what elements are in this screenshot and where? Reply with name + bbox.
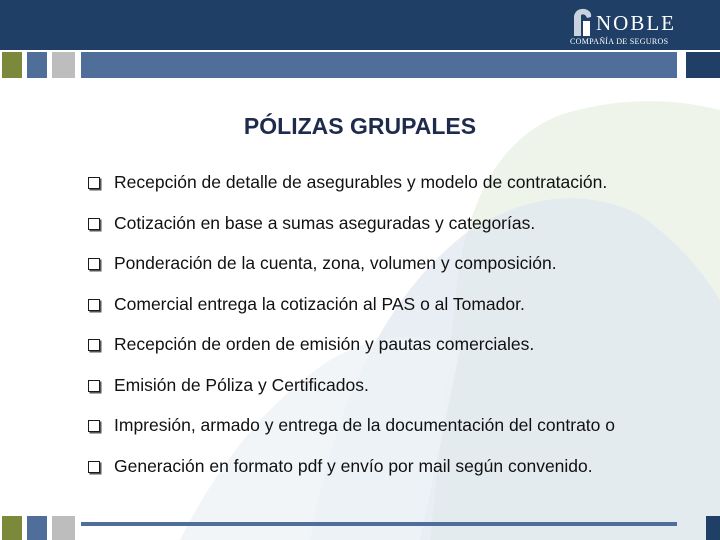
bullet-text: Emisión de Póliza y Certificados. <box>114 374 369 395</box>
bullet-text: Impresión, armado y entrega de la documentación del contrato o <box>114 415 615 435</box>
checkbox-square-icon <box>88 258 100 270</box>
checkbox-square-icon <box>88 299 100 311</box>
checkbox-square-icon <box>88 380 100 392</box>
checkbox-square-icon <box>88 339 100 351</box>
brand-subtitle: COMPAÑÍA DE SEGUROS <box>570 37 669 46</box>
bullet-text: Ponderación de la cuenta, zona, volumen y composición. <box>114 253 557 273</box>
bullet-text: Comercial entrega la cotización al PAS o al Tomador. <box>114 293 525 314</box>
checkbox-square-icon <box>88 420 100 432</box>
bullet-text: Recepción de orden de emisión y pautas comerciales. <box>114 334 535 354</box>
stripe-band <box>81 522 677 526</box>
bottom-color-stripe <box>0 516 720 540</box>
stripe-end-block <box>706 516 720 540</box>
bullet-text: Recepción de detalle de asegurables y modelo de contratación. <box>114 172 608 192</box>
bullet-text: Generación en formato pdf y envío por mail según convenido. <box>114 455 593 476</box>
stripe-square-green <box>2 516 22 540</box>
brand-name: NOBLE <box>596 11 676 35</box>
bullet-text: Cotización en base a sumas aseguradas y categorías. <box>114 212 536 233</box>
checkbox-square-icon <box>88 177 100 189</box>
stripe-square-blue <box>27 516 47 540</box>
stripe-square-gray <box>52 516 75 540</box>
checkbox-square-icon <box>88 461 100 473</box>
slide-title: PÓLIZAS GRUPALES <box>243 113 477 139</box>
checkbox-square-icon <box>88 218 100 230</box>
